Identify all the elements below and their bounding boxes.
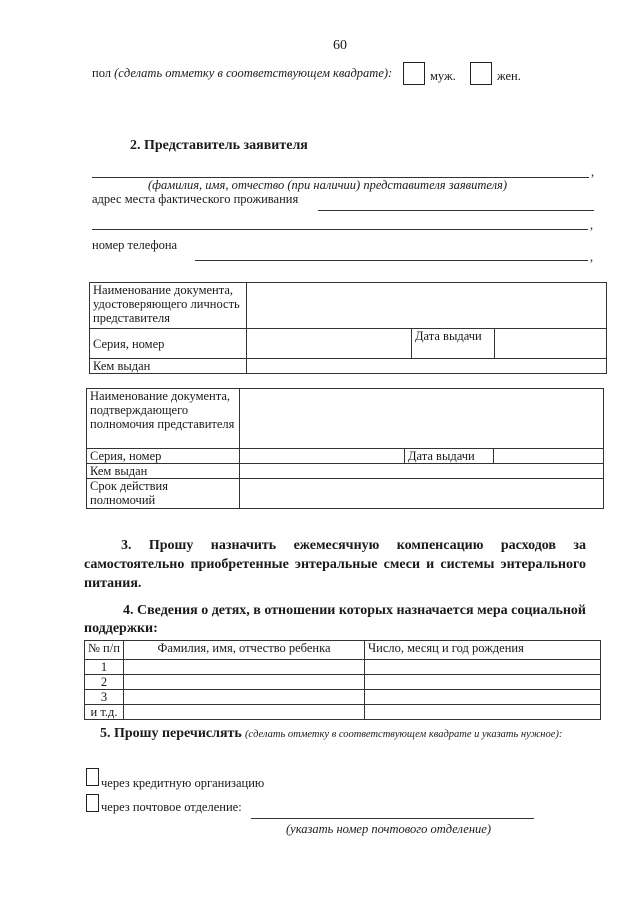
page-number: 60 (333, 38, 347, 53)
address-line-1[interactable] (318, 210, 594, 211)
authority-validity-label: Срок действия полномочий (87, 479, 240, 509)
section2-title: 2. Представитель заявителя (130, 138, 308, 153)
authority-doc-name-label: Наименование документа, подтверждающего полномочия представителя (87, 389, 240, 449)
gender-hint: (сделать отметку в соответствующем квадрате): (114, 66, 393, 80)
child-name-cell[interactable] (124, 660, 365, 675)
child-name-cell[interactable] (124, 705, 365, 720)
child-birthdate-cell[interactable] (365, 675, 601, 690)
authority-issued-by-label: Кем выдан (87, 464, 240, 479)
male-label: муж. (430, 69, 456, 83)
authority-date-label: Дата выдачи (405, 449, 494, 464)
identity-date-label: Дата выдачи (412, 329, 495, 359)
child-name-cell[interactable] (124, 690, 365, 705)
child-birthdate-cell[interactable] (365, 690, 601, 705)
section3-text: 3. Прошу назначить ежемесячную компенсацию расходов за самостоятельно приобретенные энтеральные смеси и системы энтерального питания. (84, 538, 586, 591)
post-office-caption: (указать номер почтового отделение) (286, 822, 491, 836)
child-birthdate-cell[interactable] (365, 660, 601, 675)
section5-heading (84, 725, 586, 743)
authority-validity-cell[interactable] (240, 479, 604, 509)
gender-label: пол (92, 66, 112, 80)
phone-label: номер телефона (92, 238, 178, 252)
bank-option-label: через кредитную организацию (101, 776, 265, 790)
post-option-label: через почтовое отделение: (101, 800, 242, 814)
female-label: жен. (497, 69, 521, 83)
authority-series-cell[interactable] (240, 449, 405, 464)
identity-document-table (89, 282, 607, 374)
male-checkbox[interactable] (403, 62, 425, 85)
table-row-number: 3 (85, 690, 124, 705)
bank-checkbox[interactable] (86, 768, 99, 786)
post-office-line[interactable] (251, 818, 534, 819)
identity-doc-name-cell[interactable] (247, 283, 607, 329)
identity-series-label: Серия, номер (90, 329, 247, 359)
identity-issued-by-label: Кем выдан (90, 359, 247, 374)
identity-series-cell[interactable] (247, 329, 412, 359)
authority-date-cell[interactable] (494, 449, 604, 464)
representative-name-caption: (фамилия, имя, отчество (при наличии) представителя заявителя) (148, 178, 508, 192)
female-checkbox[interactable] (470, 62, 492, 85)
authority-issued-by-cell[interactable] (240, 464, 604, 479)
children-table (84, 640, 601, 720)
identity-issued-by-cell[interactable] (247, 359, 607, 374)
child-name-cell[interactable] (124, 675, 365, 690)
gender-row (92, 66, 392, 81)
section5-title: 5. Прошу перечислять (100, 726, 242, 741)
child-birthdate-cell[interactable] (365, 705, 601, 720)
col-number-header: № п/п (85, 641, 124, 660)
phone-line[interactable] (195, 260, 588, 261)
authority-document-table (86, 388, 604, 509)
authority-series-label: Серия, номер (87, 449, 240, 464)
comma-2: , (590, 218, 594, 232)
section4-title: 4. Сведения о детях, в отношении которых назначается мера социальной поддержки: (84, 603, 586, 636)
col-name-header: Фамилия, имя, отчество ребенка (124, 641, 365, 660)
table-row-number: и т.д. (85, 705, 124, 720)
section5-hint: (сделать отметку в соответствующем квадрате и указать нужное): (244, 729, 563, 740)
address-label: адрес места фактического проживания (92, 192, 299, 206)
table-row-number: 1 (85, 660, 124, 675)
address-line-2[interactable] (92, 229, 588, 230)
authority-doc-name-cell[interactable] (240, 389, 604, 449)
col-birthdate-header: Число, месяц и год рождения (365, 641, 601, 660)
comma-1: , (591, 165, 595, 179)
identity-date-cell[interactable] (495, 329, 607, 359)
comma-3: , (590, 250, 594, 264)
post-checkbox[interactable] (86, 794, 99, 812)
table-row-number: 2 (85, 675, 124, 690)
identity-doc-name-label: Наименование документа, удостоверяющего личность представителя (90, 283, 247, 329)
